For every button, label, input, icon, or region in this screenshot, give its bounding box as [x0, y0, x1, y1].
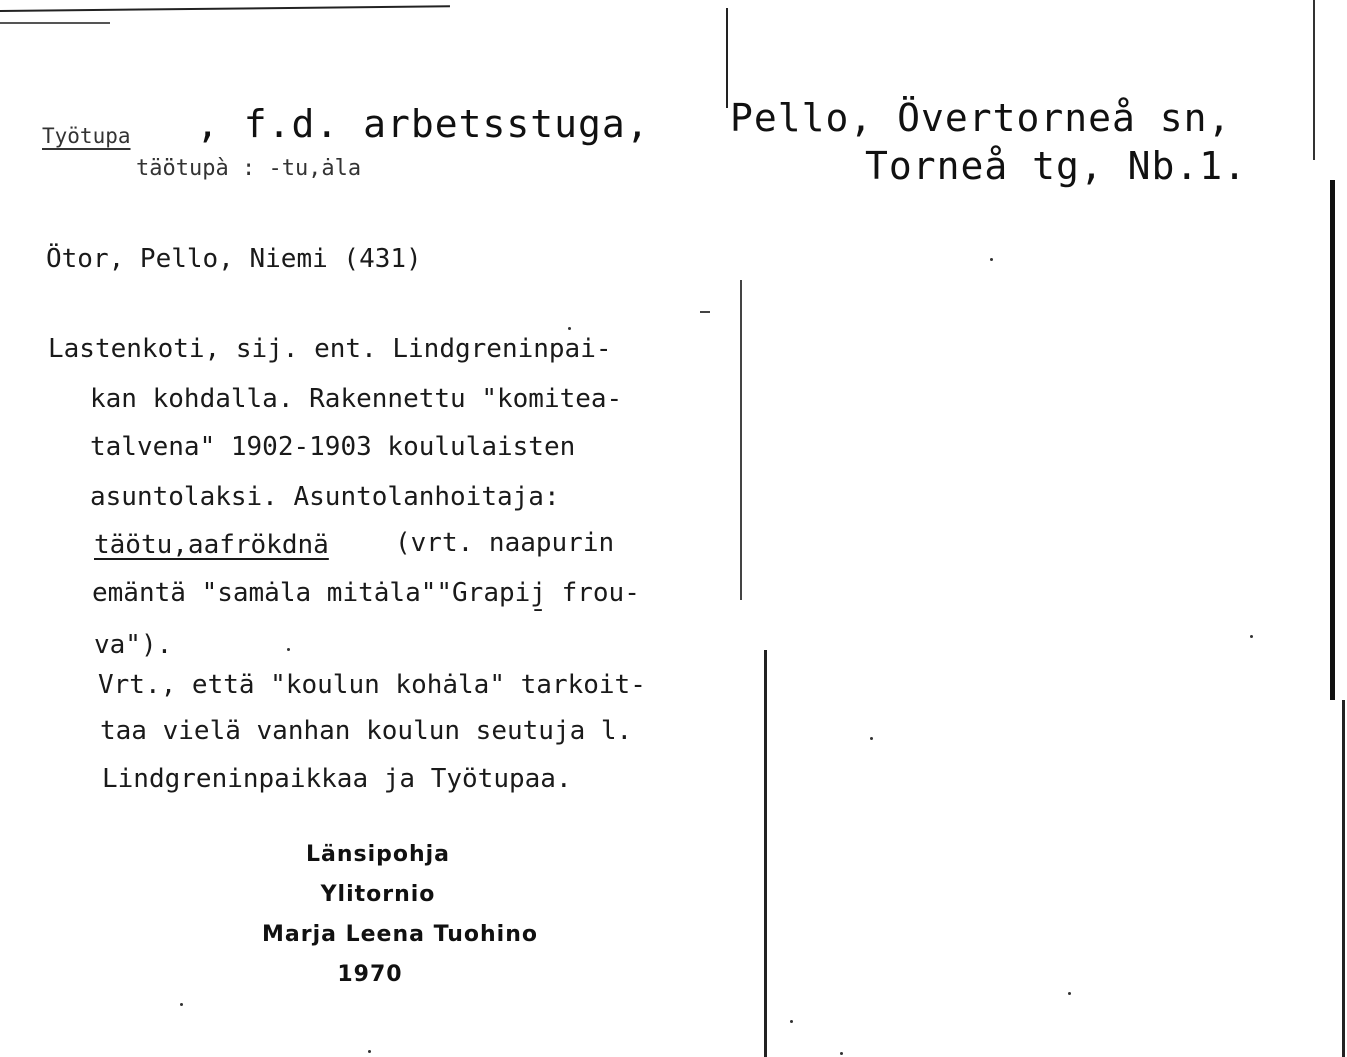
- body-line: Lindgreninpaikkaa ja Työtupaa.: [102, 764, 572, 794]
- center-fold-line-lower: [740, 280, 742, 600]
- body-line: taa vielä vanhan koulun seutuja l.: [100, 716, 633, 746]
- body-line: va").: [94, 630, 173, 660]
- right-edge-line-lower: [1330, 180, 1335, 700]
- scan-speck: [368, 1050, 371, 1053]
- body-line: Lastenkoti, sij. ent. Lindgreninpai-: [48, 334, 612, 364]
- pronunciation: tä̈ötupà : -tu,ȧla: [136, 156, 362, 181]
- scan-speck: [568, 327, 571, 330]
- scan-speck: [990, 258, 993, 261]
- center-fold-line-bottom: [764, 650, 767, 1057]
- location-line-2: Torneå tg, Nb.1.: [865, 144, 1248, 188]
- scan-speck: [790, 1020, 793, 1023]
- scan-speck: [1250, 635, 1253, 638]
- scan-dash: [700, 311, 710, 313]
- location-line-1: Pello, Övertorneå sn,: [730, 96, 1232, 140]
- body-line: talvena" 1902-1903 koululaisten: [90, 432, 576, 462]
- body-line: Vrt., että "koulun kohȧla" tarkoit-: [98, 670, 646, 700]
- body-line: emäntä "samȧla mitȧla""Grapij̱ frou-: [92, 578, 640, 608]
- headword: Työtupa: [42, 124, 131, 148]
- top-edge-line: [0, 5, 450, 12]
- stamp-region: Länsipohja: [305, 842, 451, 867]
- scan-speck: [840, 1052, 843, 1055]
- definition: , f.d. arbetsstuga,: [196, 102, 650, 146]
- scan-speck: [870, 737, 873, 740]
- stamp-collector: Marja Leena Tuohino: [261, 922, 538, 947]
- scan-speck: [180, 1003, 183, 1006]
- center-fold-line: [726, 8, 728, 108]
- body-line: (vrt. naapurin: [395, 528, 615, 558]
- stamp-place: Ylitornio: [320, 882, 436, 907]
- top-edge-line-faint: [0, 22, 110, 24]
- scan-speck: [287, 648, 290, 651]
- right-edge-line-bottom: [1342, 700, 1345, 1057]
- body-line: kan kohdalla. Rakennettu "komitea-: [90, 384, 623, 414]
- body-line: asuntolaksi. Asuntolanhoitaja:: [90, 482, 560, 512]
- underlined-term: täötu,aafrökdnä: [94, 530, 329, 560]
- stamp-year: 1970: [337, 962, 403, 987]
- scan-speck: [1068, 992, 1071, 995]
- source-line: Ötor, Pello, Niemi (431): [46, 244, 422, 274]
- right-edge-line: [1313, 0, 1315, 160]
